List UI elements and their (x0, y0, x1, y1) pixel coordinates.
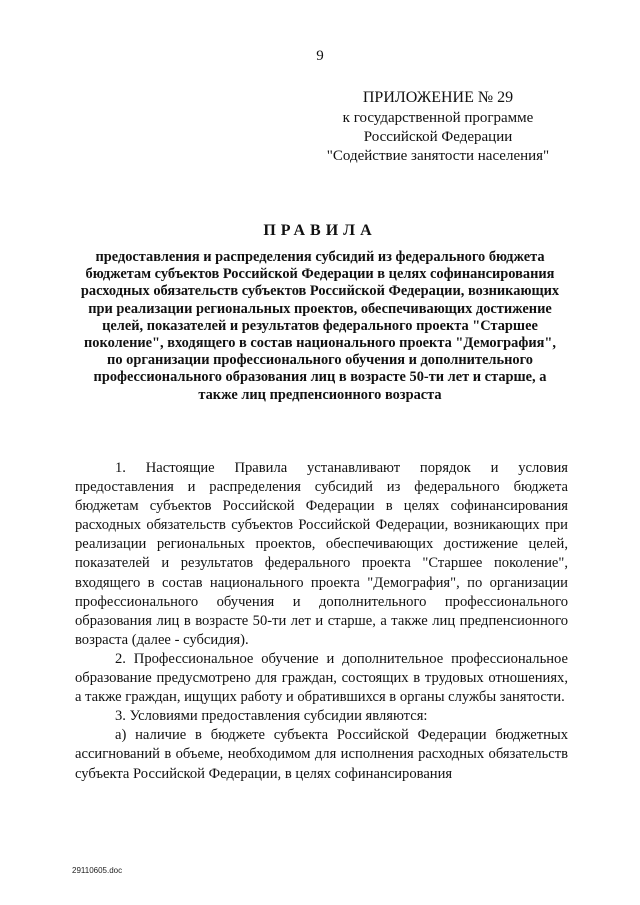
appendix-line-country: Российской Федерации (363, 129, 513, 145)
paragraph-2: 2. Профессиональное обучение и дополнительное профессиональное образование предусмотрено для граждан, состоящих в трудовых отношениях, а также граждан, ищущих работу и обратившихся в органы службы занятости. (75, 650, 568, 706)
document-body (75, 459, 568, 784)
paragraph-3: 3. Условиями предоставления субсидии являются: (115, 708, 428, 725)
appendix-line-program: к государственной программе (342, 110, 534, 126)
page-number: 9 (316, 48, 324, 64)
appendix-block (318, 88, 558, 166)
paragraph-3a: а) наличие в бюджете субъекта Российской Федерации бюджетных ассигнований в объеме, необходимом для исполнения расходных обязательств субъекта Российской Федерации, в целях софинансирования (75, 727, 568, 782)
appendix-line-program-name: "Содействие занятости населения" (326, 148, 550, 164)
footer-filename: 29110605.doc (72, 866, 123, 875)
paragraph-1: 1. Настоящие Правила устанавливают порядок и условия предоставления и распределения субсидий из федерального бюджета бюджетам субъектов Российской Федерации в целях софинансирования расходных обязательств субъектов Российской Федерации, возникающих при реализации региональных проектов, обеспечивающих достижение целей, показателей и результатов федерального проекта "Старшее поколение", входящего в состав национального проекта "Демография", по организации профессионального обучения и дополнительного профессионального образования лиц в возрасте 50-ти лет и старше, а также лиц предпенсионного возраста (далее - субсидия). (75, 460, 568, 648)
appendix-title: ПРИЛОЖЕНИЕ № 29 (362, 89, 514, 106)
rules-heading: ПРАВИЛА (263, 222, 377, 239)
rules-subtitle: предоставления и распределения субсидий из федерального бюджета бюджетам субъектов Российской Федерации в целях софинансирования расходных обязательств субъектов Российской Федерации, возникающих при реализации региональных проектов, обеспечивающих достижение целей, показателей и результатов федерального проекта "Старшее поколение", входящего в состав национального проекта "Демография", по организации профессионального обучения и дополнительного профессионального образования лиц в возрасте 50-ти лет и старше, а также лиц предпенсионного возраста (80, 249, 560, 403)
